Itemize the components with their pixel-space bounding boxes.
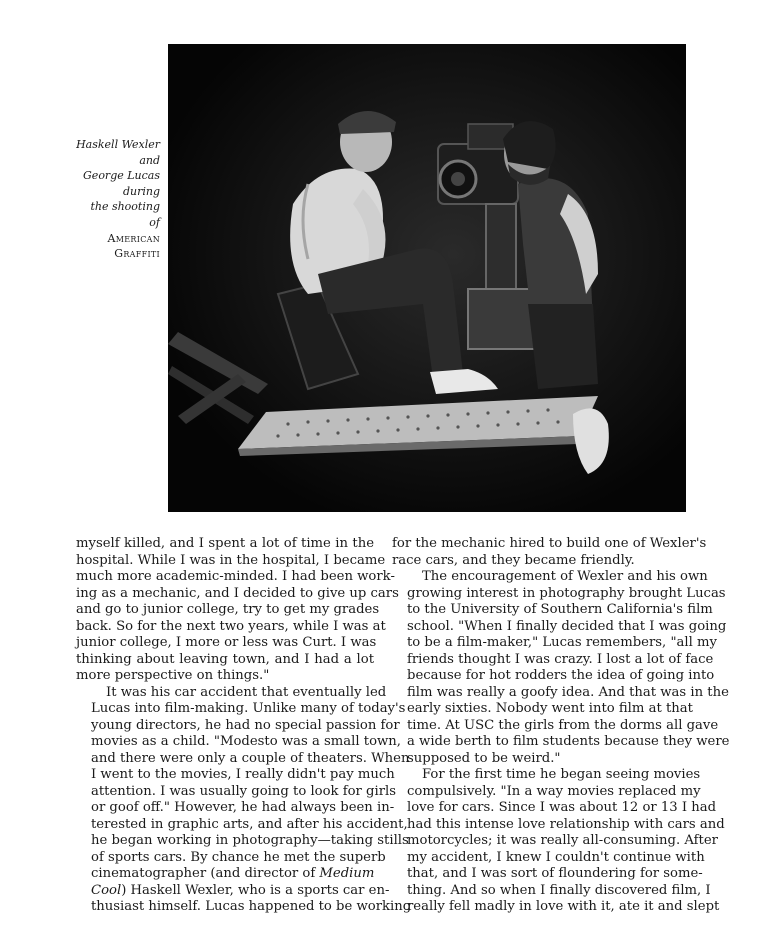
film-camera-icon <box>168 44 686 512</box>
text-line: and there were only a couple of theaters. When <box>91 750 410 766</box>
caption-line: of <box>149 215 160 229</box>
text-line: thing. And so when I finally discovered film, I <box>407 882 711 898</box>
text-line: back. So for the next two years, while I was at <box>76 618 386 634</box>
paragraph <box>76 536 399 685</box>
text-line: had this intense love relationship with cars and <box>407 816 725 832</box>
text-line: my accident, I knew I couldn't continue with <box>407 849 705 865</box>
caption-film-title: American <box>107 231 160 245</box>
text-line: young directors, he had no special passion for <box>91 717 400 733</box>
caption-line: Haskell Wexler <box>76 138 160 151</box>
text-line: motorcycles; it was really all-consuming. After <box>407 833 718 848</box>
text-line: of sports cars. By chance he met the superb <box>91 849 386 865</box>
caption-film-title: Graffiti <box>114 247 160 261</box>
caption-line: George Lucas <box>83 169 160 183</box>
text-line: supposed to be weird." <box>407 750 561 766</box>
paragraph <box>76 684 412 916</box>
text-line: movies as a child. "Modesto was a small town, <box>91 734 401 749</box>
text-line: myself killed, and I spent a lot of time in the <box>76 536 374 551</box>
text-line: junior college, I more or less was Curt. I was <box>76 635 377 650</box>
text-line: for the mechanic hired to build one of Wexler's <box>392 536 707 551</box>
text-line: Cool) Haskell Wexler, who is a sports car en- <box>91 882 390 898</box>
text-line: a wide berth to film students because they were <box>407 734 730 749</box>
text-line: I went to the movies, I really didn't pay much <box>91 767 395 782</box>
caption-line: and <box>139 153 160 167</box>
text-line: more perspective on things." <box>76 668 270 683</box>
text-line: love for cars. Since I was about 12 or 13 I had <box>407 800 717 815</box>
text-line: that, and I was sort of floundering for some- <box>407 866 703 881</box>
text-line: to be a film-maker," Lucas remembers, "all my <box>407 635 717 650</box>
text-line: thusiast himself. Lucas happened to be working <box>91 899 412 914</box>
paragraph <box>392 536 707 569</box>
caption-line: during <box>122 184 160 198</box>
text-line: school. "When I finally decided that I was going <box>407 618 727 634</box>
text-line: because for hot rodders the idea of going into <box>407 668 715 683</box>
text-line: really fell madly in love with it, ate it and slept <box>407 899 720 914</box>
text-line: cinematographer (and director of Medium <box>91 866 375 881</box>
photo-wexler-lucas <box>168 44 686 512</box>
text-line: early sixties. Nobody went into film at that <box>407 701 693 716</box>
text-line: ing as a mechanic, and I decided to give up cars <box>76 585 399 601</box>
text-line: or goof off." However, he had always been in- <box>91 800 395 815</box>
text-line: film was really a goofy idea. And that was in the <box>407 684 729 700</box>
right-text-column <box>392 536 730 916</box>
left-text-column <box>76 536 412 916</box>
paragraph <box>392 767 725 916</box>
text-line: The encouragement of Wexler and his own <box>422 569 708 584</box>
text-line: attention. I was usually going to look for girls <box>91 783 396 799</box>
text-line: race cars, and they became friendly. <box>392 552 635 568</box>
paragraph <box>392 569 730 767</box>
text-line: and go to junior college, try to get my grades <box>76 602 380 617</box>
text-line: compulsively. "In a way movies replaced my <box>407 783 701 799</box>
text-line: he began working in photography—taking stills <box>91 833 409 848</box>
text-line: hospital. While I was in the hospital, I became <box>76 552 386 568</box>
caption-line: the shooting <box>90 200 160 214</box>
text-line: Lucas into film-making. Unlike many of today's <box>91 701 406 716</box>
text-line: to the University of Southern California's film <box>407 602 713 617</box>
text-line: terested in graphic arts, and after his accident, <box>91 816 408 832</box>
text-line: much more academic-minded. I had been work- <box>76 569 395 584</box>
text-line: It was his car accident that eventually led <box>106 684 387 700</box>
text-line: For the first time he began seeing movies <box>422 767 701 782</box>
text-line: growing interest in photography brought Lucas <box>407 585 726 601</box>
text-line: friends thought I was crazy. I lost a lot of face <box>407 651 714 667</box>
text-line: thinking about leaving town, and I had a lot <box>76 651 374 667</box>
photo-caption <box>60 137 160 262</box>
text-line: time. At USC the girls from the dorms all gave <box>407 717 719 733</box>
